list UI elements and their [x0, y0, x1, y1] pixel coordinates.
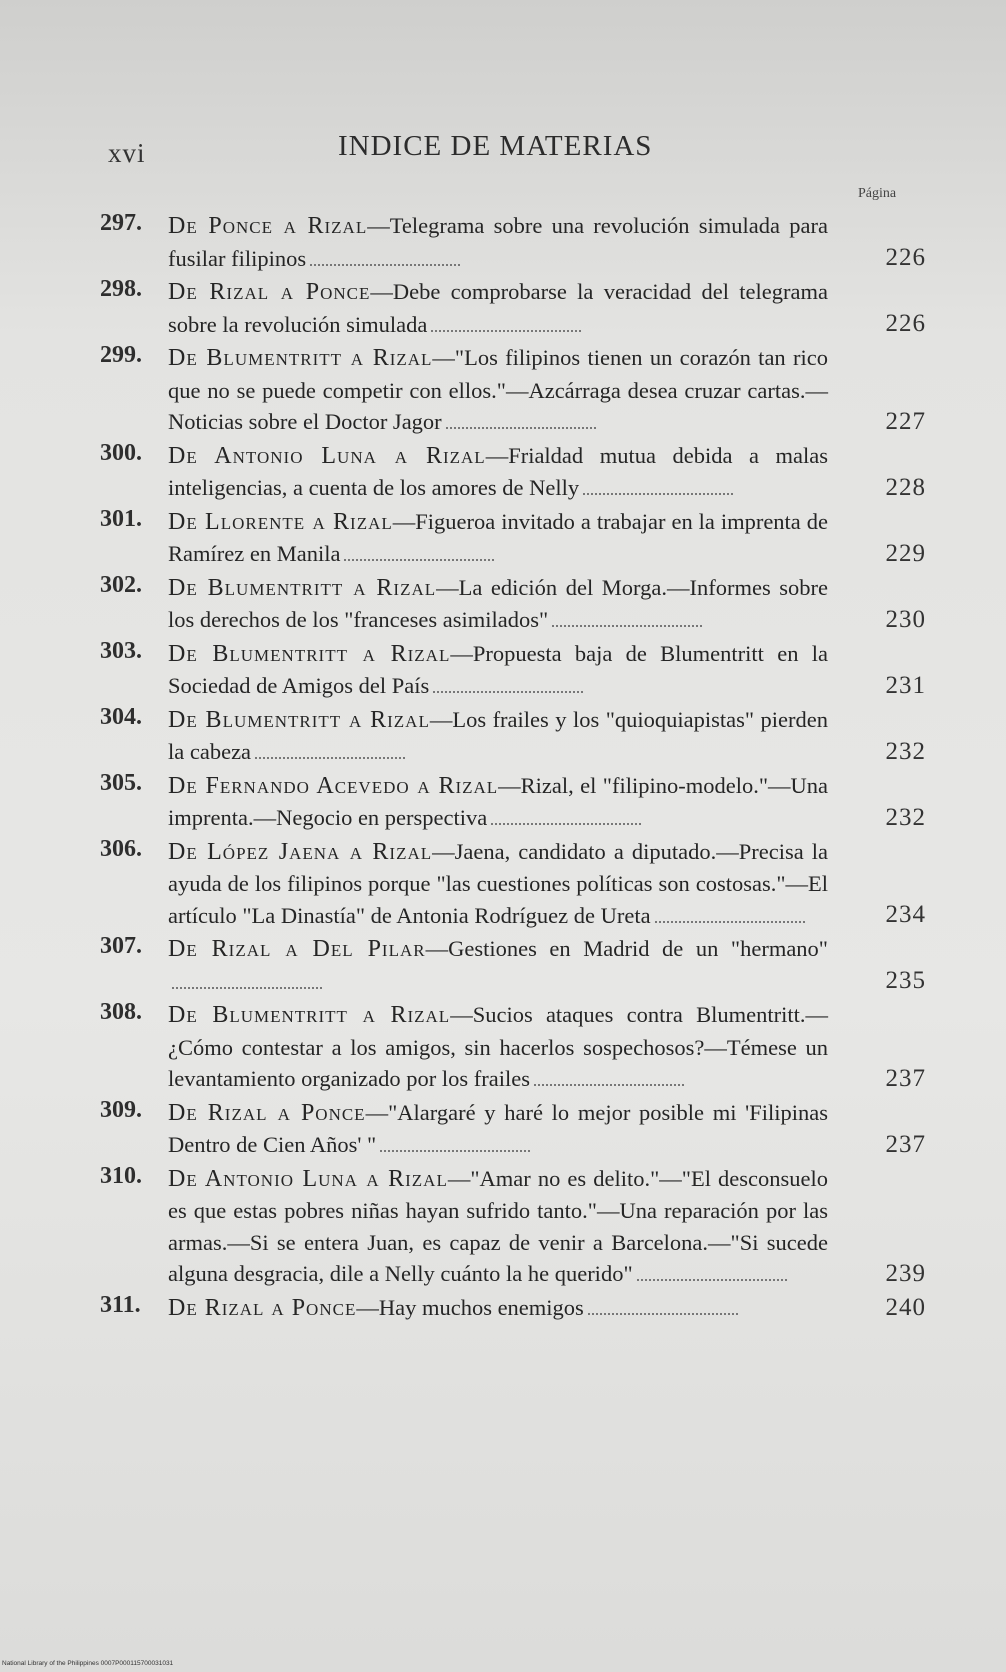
dot-leader	[583, 493, 733, 495]
toc-entry	[100, 276, 926, 340]
entry-page-number: 227	[885, 407, 926, 435]
entry-number: 304.	[100, 703, 142, 730]
entry-heading: De Blumentritt a Rizal	[168, 345, 433, 371]
dot-leader	[552, 625, 702, 627]
dot-leader	[431, 330, 581, 332]
toc-entry	[100, 836, 926, 932]
entry-description: —Jaena, candidato a diputado.—Precisa la ayuda de los filipinos porque "las cuestiones políticas son costosas."—El artículo "La Dinastía" de Antonia Rodríguez de Ureta	[168, 838, 828, 928]
entry-description: —Propuesta baja de Blumentritt en la Sociedad de Amigos del País	[168, 640, 828, 698]
entry-body	[168, 999, 828, 1095]
entry-body	[168, 1097, 828, 1161]
entry-body	[168, 440, 828, 504]
entry-heading: De Blumentritt a Rizal	[168, 1002, 451, 1028]
dot-leader	[446, 427, 596, 429]
entry-description: —Debe comprobarse la veracidad del telegrama sobre la revolución simulada	[168, 279, 828, 337]
entry-description: —Rizal, el "filipino-modelo."—Una imprenta.—Negocio en perspectiva	[168, 772, 829, 830]
toc-entry	[100, 1292, 926, 1325]
entry-number: 309.	[100, 1096, 142, 1123]
entry-heading: De Antonio Luna a Rizal	[168, 1165, 448, 1192]
entry-body	[168, 506, 828, 570]
entry-description: —"Amar no es delito."—"El desconsuelo es que estas pobres niñas hayan sufrido tanto."—Una reparación por las armas.—Si se entera Juan, es capaz de venir a Barcelona.—"Si sucede alguna desgracia, dile a Nelly cuánto la he querido"	[168, 1165, 828, 1286]
entry-heading: De Rizal a Del Pilar	[168, 936, 426, 962]
entry-description: —"Los filipinos tienen un corazón tan rico que no se puede competir con ellos."—Azcárraga desea cruzar cartas.—Noticias sobre el Doctor Jagor	[168, 345, 828, 434]
entry-text	[168, 276, 828, 340]
toc-entry	[100, 999, 926, 1095]
entry-page-number: 234	[885, 901, 926, 928]
toc-entry	[100, 342, 926, 438]
entry-page-number: 231	[885, 671, 926, 699]
entry-body	[168, 638, 828, 702]
entry-number: 306.	[100, 835, 142, 862]
toc-entry	[100, 704, 926, 768]
footer-credit: National Library of the Philippines 0007P000115700031031	[2, 1660, 174, 1667]
entry-body	[168, 770, 828, 834]
entry-description: —La edición del Morga.—Informes sobre los derechos de los "franceses asimilados"	[168, 574, 829, 632]
entry-body	[168, 933, 828, 997]
entry-page-number: 226	[885, 244, 926, 271]
entry-page-number: 235	[885, 967, 926, 994]
entry-number: 311.	[100, 1291, 141, 1318]
entry-heading: De Blumentritt a Rizal	[168, 574, 437, 601]
entry-heading: De Fernando Acevedo a Rizal	[168, 772, 499, 799]
dot-leader	[637, 1279, 787, 1281]
entry-body	[168, 210, 828, 274]
entry-body	[168, 704, 828, 768]
entry-number: 297.	[100, 210, 142, 236]
dot-leader	[588, 1313, 738, 1315]
entry-description: —"Alargaré y haré lo mejor posible mi 'Filipinas Dentro de Cien Años' "	[168, 1099, 828, 1157]
dot-leader	[433, 691, 583, 693]
entry-body	[168, 572, 828, 636]
entry-text	[168, 1292, 828, 1325]
entry-heading: De Rizal a Ponce	[168, 279, 371, 305]
entry-page-number: 237	[885, 1130, 926, 1158]
entry-description: —Telegrama sobre una revolución simulada para fusilar filipinos	[168, 213, 828, 271]
page-folio: xvi	[108, 138, 146, 168]
entry-body	[168, 1292, 828, 1325]
toc-entry-list	[100, 210, 926, 1326]
page-column-label: Página	[858, 186, 897, 201]
entry-body	[168, 276, 828, 340]
entry-text	[168, 770, 828, 834]
entry-page-number: 232	[885, 803, 926, 831]
dot-leader	[255, 757, 405, 759]
entry-text	[168, 1163, 828, 1290]
entry-page-number: 228	[885, 473, 926, 501]
entry-description: —Los frailes y los "quioquiapistas" pierden la cabeza	[168, 706, 828, 764]
entry-page-number: 240	[885, 1294, 926, 1321]
entry-page-number: 237	[885, 1064, 926, 1092]
entry-number: 303.	[100, 637, 142, 664]
entry-number: 302.	[100, 571, 142, 598]
entry-text	[168, 572, 828, 636]
toc-entry	[100, 210, 926, 274]
toc-entry	[100, 1097, 926, 1161]
entry-number: 299.	[100, 342, 142, 368]
page-title: INDICE DE MATERIAS	[338, 130, 653, 162]
entry-page-number: 226	[885, 310, 926, 337]
entry-number: 308.	[100, 999, 142, 1025]
entry-page-number: 239	[885, 1259, 926, 1287]
entry-heading: De Rizal a Ponce	[168, 1099, 366, 1126]
entry-text	[168, 999, 828, 1095]
entry-heading: De Ponce a Rizal	[168, 213, 368, 239]
entry-text	[168, 342, 828, 438]
dot-leader	[534, 1084, 684, 1086]
dot-leader	[491, 823, 641, 825]
entry-heading: De Blumentritt a Rizal	[168, 640, 451, 667]
entry-description: —Gestiones en Madrid de un "hermano"	[425, 936, 828, 961]
toc-entry	[100, 770, 926, 834]
entry-description: —Sucios ataques contra Blumentritt.—¿Cómo contestar a los amigos, sin hacerlos sospechosos?—Témese un levantamiento organizado por los frailes	[168, 1002, 828, 1091]
entry-description: —Hay muchos enemigos	[356, 1294, 584, 1320]
dot-leader	[380, 1150, 530, 1152]
entry-text	[168, 836, 828, 932]
entry-body	[168, 836, 828, 932]
toc-entry	[100, 572, 926, 636]
entry-text	[168, 704, 828, 768]
entry-page-number: 229	[885, 539, 926, 567]
entry-page-number: 230	[885, 605, 926, 633]
entry-heading: De Blumentritt a Rizal	[168, 706, 430, 733]
entry-heading: De Llorente a Rizal	[168, 508, 393, 535]
toc-entry	[100, 440, 926, 504]
entry-heading: De López Jaena a Rizal	[168, 838, 433, 865]
entry-page-number: 232	[885, 737, 926, 765]
entry-description: —Figueroa invitado a trabajar en la imprenta de Ramírez en Manila	[168, 508, 828, 566]
entry-text	[168, 933, 828, 997]
entry-text	[168, 210, 828, 274]
entry-body	[168, 342, 828, 438]
entry-number: 310.	[100, 1162, 142, 1189]
entry-number: 307.	[100, 933, 142, 959]
entry-text	[168, 1097, 828, 1161]
dot-leader	[655, 921, 805, 923]
toc-entry	[100, 933, 926, 997]
dot-leader	[344, 559, 494, 561]
entry-heading: De Antonio Luna a Rizal	[168, 442, 486, 469]
toc-entry	[100, 638, 926, 702]
entry-heading: De Rizal a Ponce	[168, 1294, 357, 1321]
toc-entry	[100, 506, 926, 570]
entry-number: 305.	[100, 769, 142, 796]
entry-body	[168, 1163, 828, 1290]
dot-leader	[172, 987, 322, 989]
entry-number: 298.	[100, 276, 142, 302]
entry-number: 301.	[100, 505, 142, 532]
toc-entry	[100, 1163, 926, 1290]
entry-text	[168, 638, 828, 702]
entry-text	[168, 440, 828, 504]
entry-number: 300.	[100, 439, 142, 466]
dot-leader	[310, 264, 460, 266]
entry-text	[168, 506, 828, 570]
entry-description: —Frialdad mutua debida a malas inteligencias, a cuenta de los amores de Nelly	[168, 442, 828, 500]
